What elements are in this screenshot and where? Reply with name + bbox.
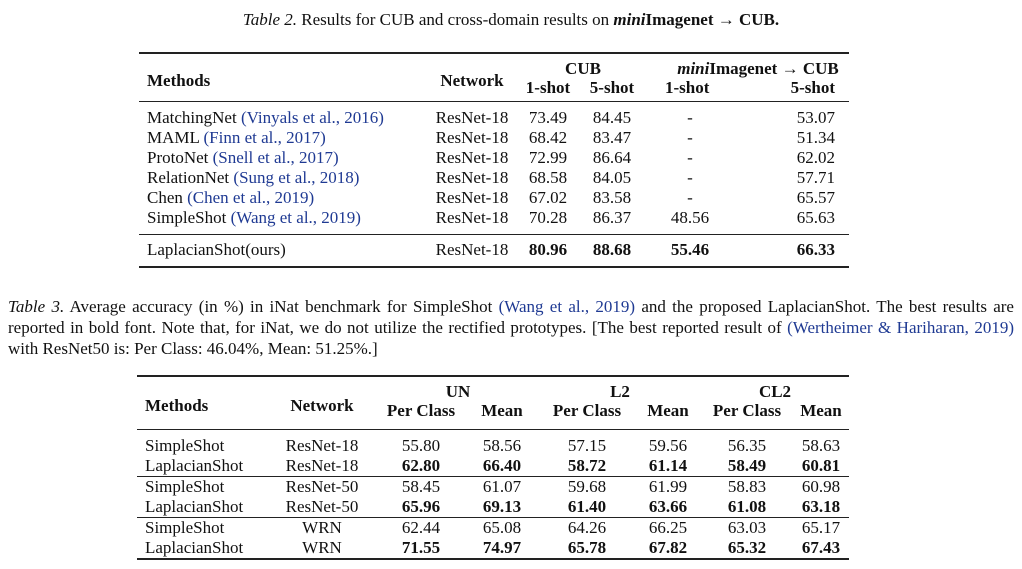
network-cell: WRN: [267, 518, 377, 539]
table3-header-un-perclass: Per Class: [386, 401, 456, 420]
network-cell: ResNet-18: [435, 128, 509, 147]
table-row: [137, 538, 849, 559]
method-cell: [139, 102, 425, 129]
l2-perclass-cell: 58.72: [567, 456, 607, 475]
table-row: [137, 497, 849, 518]
cross-1shot-cell: -: [687, 168, 693, 187]
un-perclass-cell: 55.80: [401, 436, 441, 455]
table2-header-mini: mini: [677, 59, 710, 78]
method-name: MAML: [147, 128, 204, 147]
cub-5shot-cell: 83.58: [592, 188, 632, 207]
table2-header-cub-5shot: 5-shot: [589, 78, 635, 97]
network-cell: ResNet-18: [285, 436, 359, 455]
table2-header-methods: Methods: [147, 70, 211, 90]
un-perclass-cell: 58.45: [377, 477, 465, 498]
table-row: [139, 188, 849, 208]
method-cell: [139, 148, 425, 168]
network-cell: ResNet-18: [435, 188, 509, 207]
cross-5shot-cell: 65.57: [796, 188, 835, 207]
cub-1shot-cell: 80.96: [528, 240, 568, 259]
network-cell: ResNet-50: [285, 497, 359, 516]
table3-header-un-mean: Mean: [481, 401, 523, 420]
network-cell: ResNet-18: [435, 148, 509, 167]
l2-mean-cell: 66.25: [635, 518, 701, 539]
cl2-mean-cell: 60.81: [801, 456, 841, 475]
l2-perclass-cell: 57.15: [567, 436, 607, 455]
method-cell: [139, 168, 425, 188]
un-perclass-cell: 62.80: [401, 456, 441, 475]
network-cell: ResNet-50: [267, 477, 377, 498]
table3-header-un: UN: [445, 382, 471, 401]
table2-caption-mini: mini: [613, 10, 646, 29]
un-perclass-cell: 65.96: [401, 497, 441, 516]
citation-link[interactable]: (Vinyals et al., 2016): [240, 108, 384, 127]
table-row: [139, 208, 849, 235]
cl2-mean-cell: 67.43: [801, 538, 841, 557]
cross-1shot-cell: 55.46: [670, 240, 710, 259]
cl2-mean-cell: 63.18: [801, 497, 841, 516]
method-cell: LaplacianShot: [145, 456, 244, 475]
table2-caption-tail: Imagenet → CUB.: [645, 10, 780, 29]
table2-header-cub-1shot: 1-shot: [525, 78, 571, 97]
cross-5shot-cell: 51.34: [796, 128, 835, 147]
l2-mean-cell: 59.56: [648, 436, 688, 455]
cub-1shot-cell: 70.28: [528, 208, 568, 227]
method-cell: SimpleShot: [145, 436, 225, 455]
network-cell: WRN: [302, 538, 342, 557]
citation-link[interactable]: (Finn et al., 2017): [203, 128, 326, 147]
citation-link[interactable]: (Chen et al., 2019): [187, 188, 315, 207]
cub-5shot-cell: 83.47: [592, 128, 632, 147]
cub-5shot-cell: 84.45: [592, 108, 632, 127]
un-mean-cell: 61.07: [465, 477, 539, 498]
cub-5shot-cell: 88.68: [592, 240, 632, 259]
method-cell: [139, 188, 425, 208]
citation-link[interactable]: (Sung et al., 2018): [233, 168, 360, 187]
table3-header-cl2-mean: Mean: [800, 401, 842, 420]
method-cell: [139, 128, 425, 148]
method-cell: LaplacianShot: [145, 497, 244, 516]
table2-header-cross-domain: [647, 53, 849, 78]
cub-1shot-cell: 68.58: [528, 168, 568, 187]
table-row: [137, 518, 849, 539]
method-cell: LaplacianShot: [145, 538, 244, 557]
un-mean-cell: 58.56: [482, 436, 522, 455]
citation-link[interactable]: (Wang et al., 2019): [498, 297, 636, 316]
table3-caption-label: Table 3.: [8, 297, 65, 316]
table-row: [137, 456, 849, 477]
cross-5shot-cell: 66.33: [796, 240, 835, 259]
cross-1shot-cell: -: [687, 128, 693, 147]
cl2-perclass-cell: 61.08: [727, 497, 767, 516]
network-cell: ResNet-18: [435, 240, 509, 259]
un-mean-cell: 74.97: [482, 538, 522, 557]
l2-mean-cell: 63.66: [648, 497, 688, 516]
table3-header-cl2-perclass: Per Class: [712, 401, 782, 420]
table2-caption-text: Results for CUB and cross-domain results on: [297, 10, 614, 29]
table3-header-l2-mean: Mean: [647, 401, 689, 420]
table3: [137, 375, 849, 560]
un-perclass-cell: 71.55: [401, 538, 441, 557]
cross-1shot-cell: -: [687, 108, 693, 127]
cross-5shot-cell: 65.63: [796, 208, 835, 227]
method-name: ProtoNet: [147, 148, 213, 167]
un-mean-cell: 69.13: [482, 497, 522, 516]
cross-1shot-cell: 48.56: [670, 208, 710, 227]
cl2-perclass-cell: 58.49: [727, 456, 767, 475]
method-cell: SimpleShot: [137, 518, 267, 539]
table2-caption: [0, 9, 1022, 30]
table3-header-cl2: CL2: [758, 382, 792, 401]
method-name: SimpleShot: [147, 208, 231, 227]
table3-body: [137, 430, 849, 560]
network-cell: ResNet-18: [435, 208, 509, 227]
table3-header-l2-perclass: Per Class: [552, 401, 622, 420]
cl2-perclass-cell: 63.03: [701, 518, 793, 539]
table3-caption-text: Average accuracy (in %) in iNat benchmark for SimpleShot: [64, 297, 499, 316]
table3-header-l2: L2: [610, 382, 630, 401]
cub-5shot-cell: 86.37: [592, 208, 632, 227]
l2-mean-cell: 67.82: [648, 538, 688, 557]
table2-header-cross-rest: Imagenet → CUB: [709, 59, 839, 78]
cross-5shot-cell: 57.71: [796, 168, 835, 187]
table3-header-methods: Methods: [145, 396, 209, 415]
cub-1shot-cell: 68.42: [528, 128, 568, 147]
cub-1shot-cell: 73.49: [528, 108, 568, 127]
cross-1shot-cell: -: [687, 188, 693, 207]
cub-5shot-cell: 84.05: [592, 168, 632, 187]
cross-1shot-cell: -: [687, 148, 693, 167]
l2-perclass-cell: 59.68: [539, 477, 635, 498]
table3-caption: [8, 296, 1014, 359]
l2-perclass-cell: 65.78: [567, 538, 607, 557]
method-cell: [139, 208, 425, 235]
network-cell: ResNet-18: [435, 108, 509, 127]
table2-caption-label: Table 2.: [242, 10, 298, 29]
cl2-perclass-cell: 65.32: [727, 538, 767, 557]
cl2-perclass-cell: 56.35: [727, 436, 767, 455]
table-row: [139, 168, 849, 188]
cub-1shot-cell: 67.02: [528, 188, 568, 207]
cl2-mean-cell: 58.63: [801, 436, 841, 455]
table-row: [139, 128, 849, 148]
cross-5shot-cell: 62.02: [796, 148, 835, 167]
citation-link[interactable]: (Snell et al., 2017): [212, 148, 339, 167]
network-cell: ResNet-18: [435, 168, 509, 187]
l2-perclass-cell: 64.26: [539, 518, 635, 539]
cross-5shot-cell: 53.07: [796, 108, 835, 127]
un-mean-cell: 66.40: [482, 456, 522, 475]
network-cell: ResNet-18: [285, 456, 359, 475]
table2: [139, 52, 849, 268]
table2-header-cub: CUB: [565, 59, 601, 78]
citation-link[interactable]: (Wang et al., 2019): [230, 208, 361, 227]
method-cell: LaplacianShot(ours): [147, 240, 286, 259]
table3-caption-text: with ResNet50 is: Per Class: 46.04%, Mean: 51.25%.]: [8, 339, 378, 358]
table-row: [139, 148, 849, 168]
table-row: [139, 102, 849, 129]
table-row: [137, 430, 849, 457]
citation-link[interactable]: (Wertheimer & Hariharan, 2019): [787, 318, 1014, 337]
cub-5shot-cell: 86.64: [592, 148, 632, 167]
un-perclass-cell: 62.44: [377, 518, 465, 539]
table3-header-network: Network: [290, 396, 354, 415]
table-row: [137, 477, 849, 498]
cub-1shot-cell: 72.99: [528, 148, 568, 167]
cl2-mean-cell: 60.98: [793, 477, 849, 498]
cl2-perclass-cell: 58.83: [701, 477, 793, 498]
method-cell: SimpleShot: [137, 477, 267, 498]
table2-header-cross-1shot: 1-shot: [665, 78, 710, 97]
l2-mean-cell: 61.99: [635, 477, 701, 498]
method-name: Chen: [147, 188, 188, 207]
table-row-ours: [139, 235, 849, 268]
cl2-mean-cell: 65.17: [793, 518, 849, 539]
l2-perclass-cell: 61.40: [567, 497, 607, 516]
method-name: RelationNet: [147, 168, 234, 187]
method-name: MatchingNet: [147, 108, 241, 127]
table2-header-network: Network: [440, 70, 504, 90]
table2-header-cross-5shot: 5-shot: [790, 78, 835, 97]
l2-mean-cell: 61.14: [648, 456, 688, 475]
un-mean-cell: 65.08: [465, 518, 539, 539]
table3-caption-text: and the proposed LaplacianShot. The best results are reported in bold font. Note that, for iNat, we do not utilize the rectified prototypes. [The best reported result of: [8, 297, 1014, 337]
